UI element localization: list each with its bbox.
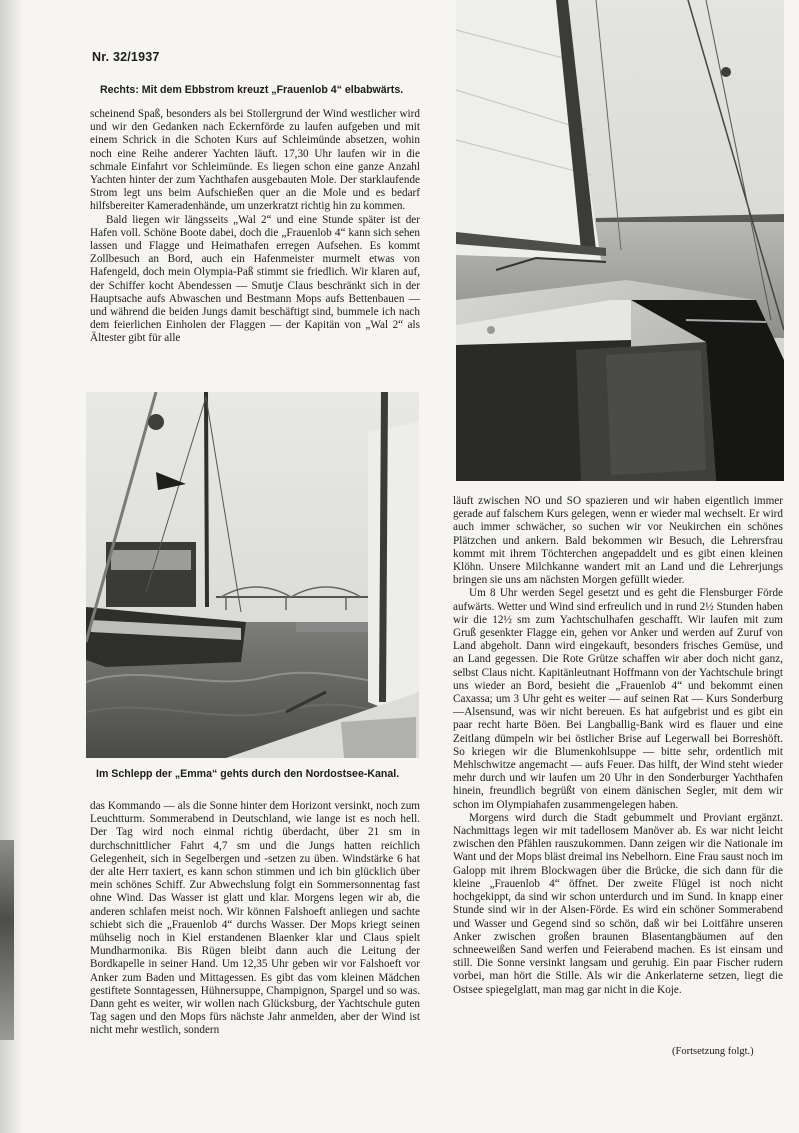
continuation-note: (Fortsetzung folgt.) — [672, 1046, 754, 1057]
page-binding-shadow — [0, 840, 14, 1040]
paragraph: läuft zwischen NO und SO spazieren und wir haben eigentlich immer gerade auf falschem Kurs gelegen, wenn er wieder mal wechselt. Er wird auch immer schwächer, so suchen wir vor Neukirchen ein schönes Plätzchen und ankern. Bald bekommen wir Besuch, die Lehrersfrau kommt mit ihrem Töchterchen angepaddelt und es gibt einen kleinen Klöhn. Unsere Milchkanne wandert mit an Land und die Lehrerjungs bringen sie uns am nächsten Morgen gefüllt wieder. — [453, 495, 783, 587]
photo-yacht-elbe — [456, 0, 784, 481]
paragraph: Morgens wird durch die Stadt gebummelt und Proviant ergänzt. Nachmittags legen wir mit tadellosem Manöver ab. Es war nicht leicht zwischen den Pfählen rauszukommen. Dann zeigen wir die Nationale im Want und der Mops bläst dreimal ins Nebelhorn. Eine Frau saust noch im Galopp mit ihrem Blockwagen über die Brücke, die sich dann für die kleine „Frauenlob 4“ öffnet. Der zweite Flügel ist noch nicht hochgekippt, da sind wir schon unterdurch und im Sund. In knapp einer Stunde sind wir in der Alsen-Förde. Es wird ein schöner Sommerabend und Wasser und Gegend sind so schön, daß wir bei Loitfähre unseren Anker zwischen großen braunen Blasentangbäumen auf den schneeweißen Sand werfen und Feierabend machen. Es ist einsam und still. Die Sonne versinkt langsam und geruhig. Ein paar Fischer rudern vorbei, man hört die Stille. Als wir die Ankerlaterne setzen, liegt die Ostsee spiegelglatt, man mag gar nicht in die Koje. — [453, 811, 783, 996]
photo-tug-canal-image — [86, 392, 419, 758]
paragraph: Bald liegen wir längsseits „Wal 2“ und eine Stunde später ist der Hafen voll. Schöne Boote dabei, doch die „Frauenlob 4“ kann sich sehen lassen und Flagge und Heimathafen erregen Aufsehen. Es kommt Zollbesuch an Bord, auch ein Hafenmeister murmelt etwas von Hafengeld, doch mein Olympia-Paß stimmt sie friedlich. Wir klaren auf, der Schiffer kocht Abendessen — Smutje Claus beschränkt sich in der Hauptsache aufs Abwaschen und Bestmann Mops aufs Bettenbauen — und während die beiden Jungs damit beschäftigt sind, bummele ich nach dem feierlichen Einholen der Flaggen — der Kapitän von „Wal 2“ als Ältester gibt für alle — [90, 213, 420, 345]
paragraph: Um 8 Uhr werden Segel gesetzt und es geht die Flensburger Förde aufwärts. Wetter und Wind sind erfreulich und in rund 2½ Stunden haben wir die 12½ sm zum Yachtschulhafen geschafft. Wir laufen mit zum Gruß gesenkter Flagge ein, gehen vor Anker und werden auf Zuruf von Land abgeholt. Dann wird eingekauft, besonders frisches Gemüse, und an Land gegessen. Die Rote Grütze schaffen wir aber doch nicht ganz, selbst Claus nicht. Kapitänleutnant Hoffmann von der Yachtschule bringt uns wieder an Bord, besieht die „Frauenlob 4“ und bekommt einen Caxassa; um 3 Uhr geht es weiter — auf seinen Rat — Kurs Sonderburg—Alsensund, was wir nicht bereuen. Es hat aufgebrist und es gibt ein paar recht harte Böen. Bei Langballig-Bank wird es flauer und eine Zeitlang dümpeln wir bei östlicher Brise auf Legerwall bei Borreshöft. So kriegen wir die Blumenkohlsuppe — bitte sehr, ordentlich mit Mehlschwitze angemacht — aufs Feuer. Das hilft, der Wind steht wieder mehr durch und wir laufen um 20 Uhr in den Sonderburger Yachthafen hinein, freundlich begrüßt von einem dänischen Segler, mit dem wir schon im Olympiahafen zusammengelegen haben. — [453, 587, 783, 811]
text-column-left-top — [90, 108, 420, 346]
photo-caption-top: Rechts: Mit dem Ebbstrom kreuzt „Frauenlob 4“ elbabwärts. — [100, 84, 404, 96]
paragraph: das Kommando — als die Sonne hinter dem Horizont versinkt, noch zum Leuchtturm. Sommerabend in Deutschland, wie lange ist es noch hell. Der Tag wird noch einmal richtig überdacht, über 21 sm in durchschnittlicher Fahrt 4,7 sm und die Jungs hatten reichlich Gelegenheit, sich in Segelbergen und -setzen zu üben. Windstärke 6 hat der alte Herr taxiert, es kann schon stimmen und ich bin glücklich über mein schönes Schiff. Zur Abwechslung folgt ein Sommersonnentag fast ohne Wind. Das Wasser ist glatt und klar. Morgens legen wir ab, die anderen schlafen meist noch. Wir können Falshoeft anliegen und sachte schiebt sich die „Frauenlob 4“ durchs Wasser. Der Mops kriegt seinen mühselig noch in Kiel erstandenen Blaenker klar und Claus spielt Mundharmonika. Bis Rügen bleibt dann auch die Leitung der Bordkapelle in seiner Hand. Um 12,35 Uhr geben wir vor Falshoeft vor Anker zum Baden und Mittagessen. Es gibt das vom kleinen Mädchen gestiftete Sonntagessen, Hühnersuppe, Champignon, Spargel und so was. Dann geht es weiter, wir wollen nach Glücksburg, der Yachtschule guten Tag sagen und den Mops fürs nächste Jahr anmelden, aber der Wind ist nicht mehr westlich, sondern — [90, 800, 420, 1037]
paragraph: scheinend Spaß, besonders als bei Stollergrund der Wind westlicher wird und wir den Gedanken nach Eckernförde zu laufen aufgeben und mit einem Schrick in die Schoten Kurs auf Schleimünde absetzen, wohin noch eine Reihe anderer Yachten läuft. 17,30 Uhr laufen wir in die schmale Einfahrt vor Schleimünde. Es liegen schon eine ganze Anzahl Yachten hinter der zum Yachthafen ausgebauten Mole. Der starklaufende Strom legt uns beim Aufschießen quer an die Mole und es bedarf hilfsbereiter Kameradenhände, um unzerkratzt richtig hin zu kommen. — [90, 108, 420, 213]
issue-number: Nr. 32/1937 — [92, 50, 160, 64]
text-column-right — [453, 495, 783, 997]
photo-yacht-elbe-image — [456, 0, 784, 481]
photo-caption-middle: Im Schlepp der „Emma“ gehts durch den Nordostsee-Kanal. — [96, 768, 400, 780]
photo-tug-canal — [86, 392, 419, 758]
text-column-left-bottom — [90, 800, 420, 1038]
